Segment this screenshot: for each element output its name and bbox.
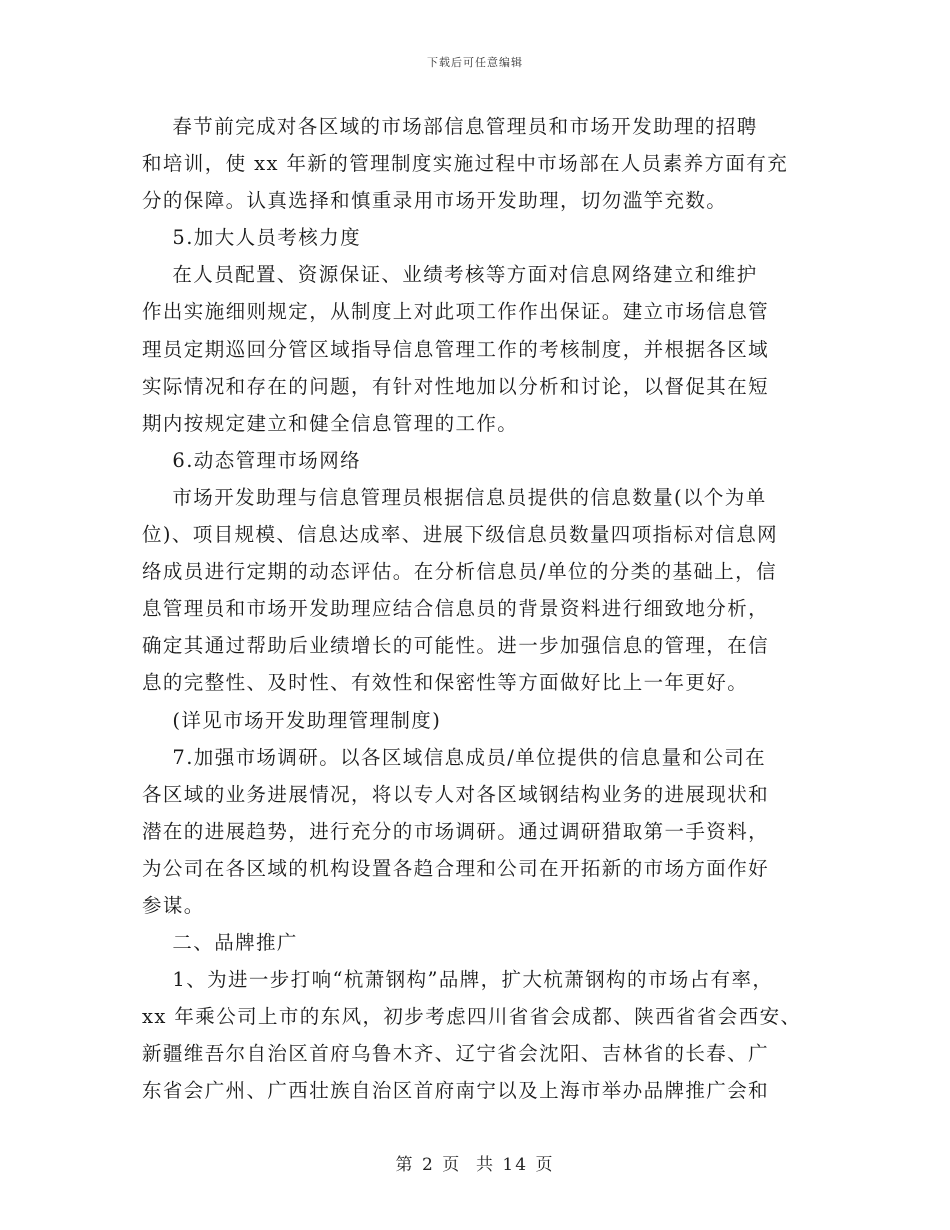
text-line: xx 年乘公司上市的东风，初步考虑四川省省会成都、陕西省省会西安、 <box>142 1005 802 1029</box>
text-line: 确定其通过帮助后业绩增长的可能性。进一步加强信息的管理，在信 <box>142 634 770 658</box>
page-footer <box>0 1150 950 1175</box>
text-line: 作出实施细则规定，从制度上对此项工作作出保证。建立市场信息管 <box>142 300 770 324</box>
text-line: 1、为进一步打响“杭萧钢构”品牌，扩大杭萧钢构的市场占有率， <box>142 968 774 992</box>
text-line: 位)、项目规模、信息达成率、进展下级信息员数量四项指标对信息网 <box>142 523 779 547</box>
footer-middle: 页 共 <box>442 1155 495 1175</box>
header-note: 下载后可任意编辑 <box>427 56 523 69</box>
footer-suffix: 页 <box>535 1155 555 1175</box>
text-line: 新疆维吾尔自治区首府乌鲁木齐、辽宁省会沈阳、吉林省的长春、广 <box>142 1042 770 1066</box>
text-line: 和培训，使 xx 年新的管理制度实施过程中市场部在人员素养方面有充 <box>142 152 789 176</box>
text-line: 市场开发助理与信息管理员根据信息员提供的信息数量(以个为单 <box>142 485 767 509</box>
text-line: 实际情况和存在的问题，有针对性地加以分析和讨论，以督促其在短 <box>142 374 770 398</box>
text-line: (详见市场开发助理管理制度) <box>142 708 442 732</box>
text-line: 东省会广州、广西壮族自治区首府南宁以及上海市举办品牌推广会和 <box>142 1079 770 1103</box>
text-line: 息管理员和市场开发助理应结合信息员的背景资料进行细致地分析， <box>142 597 770 621</box>
text-line: 6.动态管理市场网络 <box>142 448 361 472</box>
text-line: 络成员进行定期的动态评估。在分析信息员/单位的分类的基础上，信 <box>142 560 777 584</box>
text-line: 5.加大人员考核力度 <box>142 226 361 250</box>
footer-total-pages: 14 <box>502 1155 529 1175</box>
text-line: 二、品牌推广 <box>142 931 298 955</box>
footer-prefix: 第 <box>395 1155 415 1175</box>
text-line: 在人员配置、资源保证、业绩考核等方面对信息网络建立和维护 <box>142 263 758 287</box>
body-text <box>142 108 822 1110</box>
text-line: 分的保障。认真选择和慎重录用市场开发助理，切勿滥竽充数。 <box>142 189 728 213</box>
text-line: 参谋。 <box>142 893 205 917</box>
text-line: 理员定期巡回分管区域指导信息管理工作的考核制度，并根据各区域 <box>142 337 770 361</box>
footer-current-page: 2 <box>421 1155 435 1175</box>
text-line: 各区域的业务进展情况，将以专人对各区域钢结构业务的进展现状和 <box>142 782 770 806</box>
text-line: 期内按规定建立和健全信息管理的工作。 <box>142 411 519 435</box>
text-line: 息的完整性、及时性、有效性和保密性等方面做好比上一年更好。 <box>142 671 749 695</box>
text-line: 春节前完成对各区域的市场部信息管理员和市场开发助理的招聘 <box>142 115 758 138</box>
text-line: 潜在的进展趋势，进行充分的市场调研。通过调研猎取第一手资料， <box>142 819 770 843</box>
text-line: 为公司在各区域的机构设置各趋合理和公司在开拓新的市场方面作好 <box>142 856 770 880</box>
text-line: 7.加强市场调研。以各区域信息成员/单位提供的信息量和公司在 <box>142 745 767 769</box>
